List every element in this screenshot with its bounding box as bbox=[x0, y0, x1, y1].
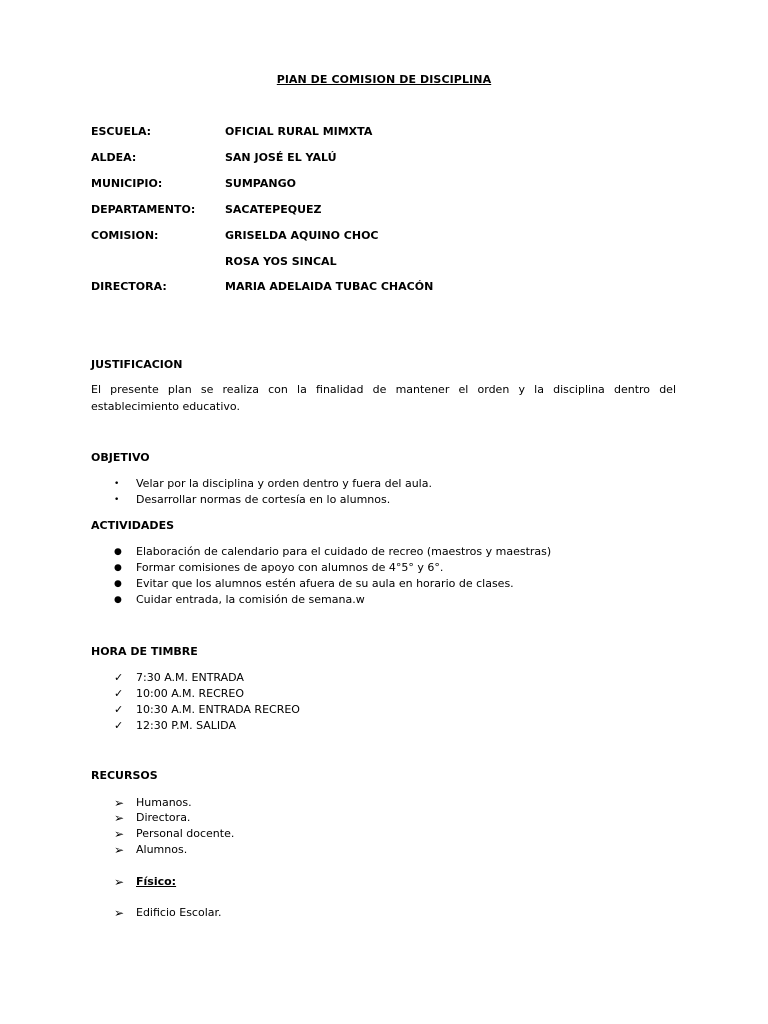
info-label: COMISION: bbox=[91, 229, 159, 242]
bullet-icon: • bbox=[114, 479, 120, 489]
info-value: SUMPANGO bbox=[225, 177, 296, 190]
justificacion-text: El presente plan se realiza con la finalidad de mantener el orden y la disciplina dentro del establecimiento educativo. bbox=[91, 383, 676, 413]
bullet-icon: • bbox=[114, 495, 120, 505]
info-value: SAN JOSÉ EL YALÚ bbox=[225, 151, 337, 164]
arrow-bullet-icon: ➢ bbox=[114, 843, 125, 857]
info-row-comision bbox=[91, 229, 379, 243]
check-icon: ✓ bbox=[114, 687, 124, 700]
list-item-text: Humanos. bbox=[136, 796, 192, 809]
bullet-icon: ● bbox=[114, 547, 122, 557]
list-item-text: Cuidar entrada, la comisión de semana.w bbox=[136, 593, 365, 606]
list-item-text: 10:00 A.M. RECREO bbox=[136, 687, 245, 700]
info-row-departamento bbox=[91, 203, 322, 217]
info-label: ALDEA: bbox=[91, 151, 137, 164]
info-row-municipio bbox=[91, 177, 296, 191]
list-item-text: Desarrollar normas de cortesía en lo alumnos. bbox=[136, 493, 391, 506]
list-item-text: 7:30 A.M. ENTRADA bbox=[136, 671, 244, 684]
list-item-text: Directora. bbox=[136, 811, 191, 824]
section-heading-recursos: RECURSOS bbox=[91, 769, 158, 782]
info-value: GRISELDA AQUINO CHOC bbox=[225, 229, 379, 242]
info-label: MUNICIPIO: bbox=[91, 177, 163, 190]
list-item-text: Personal docente. bbox=[136, 827, 235, 840]
list-item-text: 12:30 P.M. SALIDA bbox=[136, 719, 236, 732]
check-icon: ✓ bbox=[114, 703, 124, 716]
info-label: DIRECTORA: bbox=[91, 280, 167, 293]
list-item-text: Elaboración de calendario para el cuidado de recreo (maestros y maestras) bbox=[136, 545, 552, 558]
list-item-text: Formar comisiones de apoyo con alumnos de 4°5° y 6°. bbox=[136, 561, 444, 574]
info-row-comision-2 bbox=[91, 255, 337, 269]
list-item-text: Edificio Escolar. bbox=[136, 906, 222, 919]
fisico-label: Físico: bbox=[136, 875, 177, 888]
info-row-aldea bbox=[91, 151, 337, 165]
info-row-directora bbox=[91, 280, 433, 294]
check-icon: ✓ bbox=[114, 719, 124, 732]
bullet-icon: ● bbox=[114, 595, 122, 605]
bullet-icon: ● bbox=[114, 579, 122, 589]
info-row-escuela bbox=[91, 125, 372, 139]
list-item-text: Alumnos. bbox=[136, 843, 188, 856]
document-title: PlAN DE COMISION DE DISCIPLINA bbox=[276, 73, 492, 86]
section-heading-objetivo: OBJETIVO bbox=[91, 451, 150, 464]
arrow-bullet-icon: ➢ bbox=[114, 827, 125, 841]
info-value: MARIA ADELAIDA TUBAC CHACÓN bbox=[225, 280, 434, 293]
check-icon: ✓ bbox=[114, 671, 124, 684]
arrow-bullet-icon: ➢ bbox=[114, 906, 125, 920]
info-value: OFICIAL RURAL MIMXTA bbox=[225, 125, 373, 138]
section-heading-justificacion: JUSTIFICACION bbox=[91, 358, 183, 371]
arrow-bullet-icon: ➢ bbox=[114, 796, 125, 810]
list-item-text: 10:30 A.M. ENTRADA RECREO bbox=[136, 703, 300, 716]
section-heading-hora-timbre: HORA DE TIMBRE bbox=[91, 645, 198, 658]
info-value: SACATEPEQUEZ bbox=[225, 203, 322, 216]
info-value: ROSA YOS SINCAL bbox=[225, 255, 337, 268]
arrow-bullet-icon: ➢ bbox=[114, 875, 125, 889]
list-item-text: Evitar que los alumnos estén afuera de su aula en horario de clases. bbox=[136, 577, 514, 590]
info-label: ESCUELA: bbox=[91, 125, 152, 138]
section-heading-actividades: ACTIVIDADES bbox=[91, 519, 174, 532]
bullet-icon: ● bbox=[114, 563, 122, 573]
arrow-bullet-icon: ➢ bbox=[114, 811, 125, 825]
info-label: DEPARTAMENTO: bbox=[91, 203, 196, 216]
list-item-text: Velar por la disciplina y orden dentro y fuera del aula. bbox=[136, 477, 432, 490]
